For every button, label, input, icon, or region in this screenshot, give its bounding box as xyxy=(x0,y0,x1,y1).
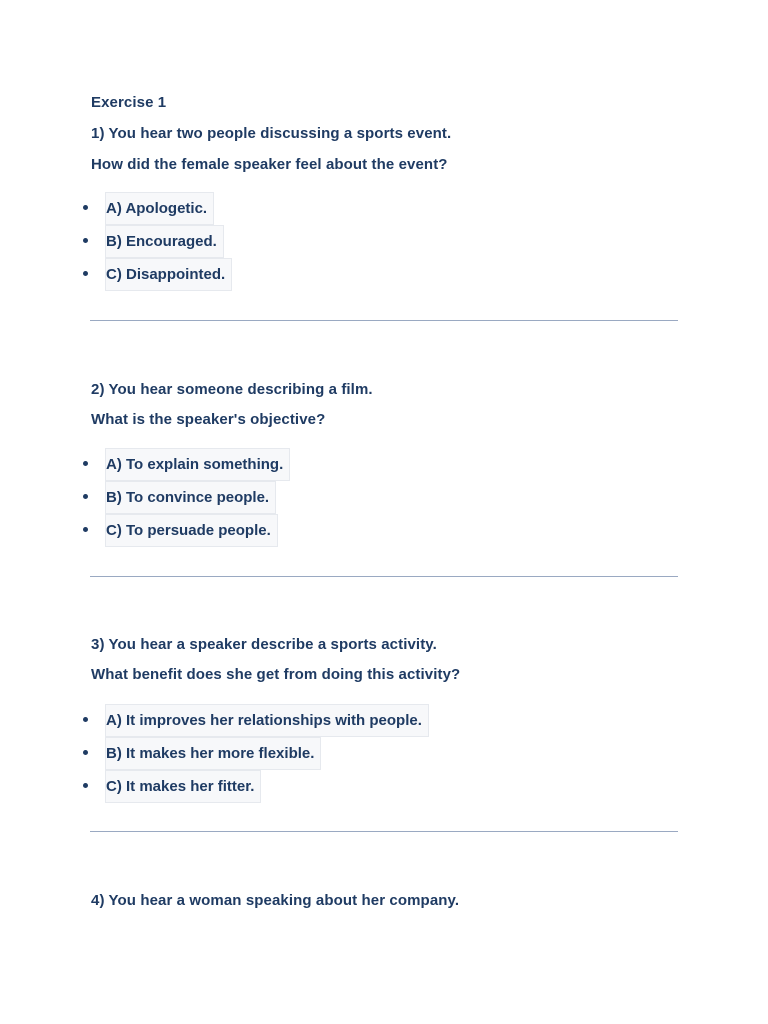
exercise-title: Exercise 1 xyxy=(91,94,167,111)
bullet-icon xyxy=(83,783,88,788)
option-label: B) To convince people. xyxy=(106,489,270,506)
answer-option-3c[interactable] xyxy=(105,770,261,803)
option-label: B) It makes her more flexible. xyxy=(106,745,315,762)
option-label: C) Disappointed. xyxy=(106,266,226,283)
answer-option-1b[interactable] xyxy=(105,225,224,258)
bullet-icon xyxy=(83,238,88,243)
answer-option-3a[interactable] xyxy=(105,704,429,737)
option-label: A) Apologetic. xyxy=(106,200,208,217)
section-divider xyxy=(90,320,678,321)
answer-option-2c[interactable] xyxy=(105,514,278,547)
bullet-icon xyxy=(83,205,88,210)
section-divider xyxy=(90,576,678,577)
bullet-icon xyxy=(83,494,88,499)
question-1-text: How did the female speaker feel about the event? xyxy=(91,156,448,173)
answer-option-1a[interactable] xyxy=(105,192,214,225)
option-label: A) It improves her relationships with people. xyxy=(106,712,422,729)
answer-option-2b[interactable] xyxy=(105,481,276,514)
section-divider xyxy=(90,831,678,832)
bullet-icon xyxy=(83,717,88,722)
option-label: B) Encouraged. xyxy=(106,233,217,250)
answer-option-2a[interactable] xyxy=(105,448,290,481)
answer-option-1c[interactable] xyxy=(105,258,232,291)
question-2-prompt: 2) You hear someone describing a film. xyxy=(91,381,373,398)
question-4-prompt: 4) You hear a woman speaking about her company. xyxy=(91,892,460,909)
option-label: C) It makes her fitter. xyxy=(106,778,255,795)
bullet-icon xyxy=(83,271,88,276)
question-2-text: What is the speaker's objective? xyxy=(91,411,326,428)
question-1-prompt: 1) You hear two people discussing a sports event. xyxy=(91,125,452,142)
option-label: C) To persuade people. xyxy=(106,522,271,539)
question-3-prompt: 3) You hear a speaker describe a sports activity. xyxy=(91,636,437,653)
bullet-icon xyxy=(83,750,88,755)
option-label: A) To explain something. xyxy=(106,456,284,473)
question-3-text: What benefit does she get from doing this activity? xyxy=(91,666,461,683)
answer-option-3b[interactable] xyxy=(105,737,321,770)
bullet-icon xyxy=(83,527,88,532)
bullet-icon xyxy=(83,461,88,466)
